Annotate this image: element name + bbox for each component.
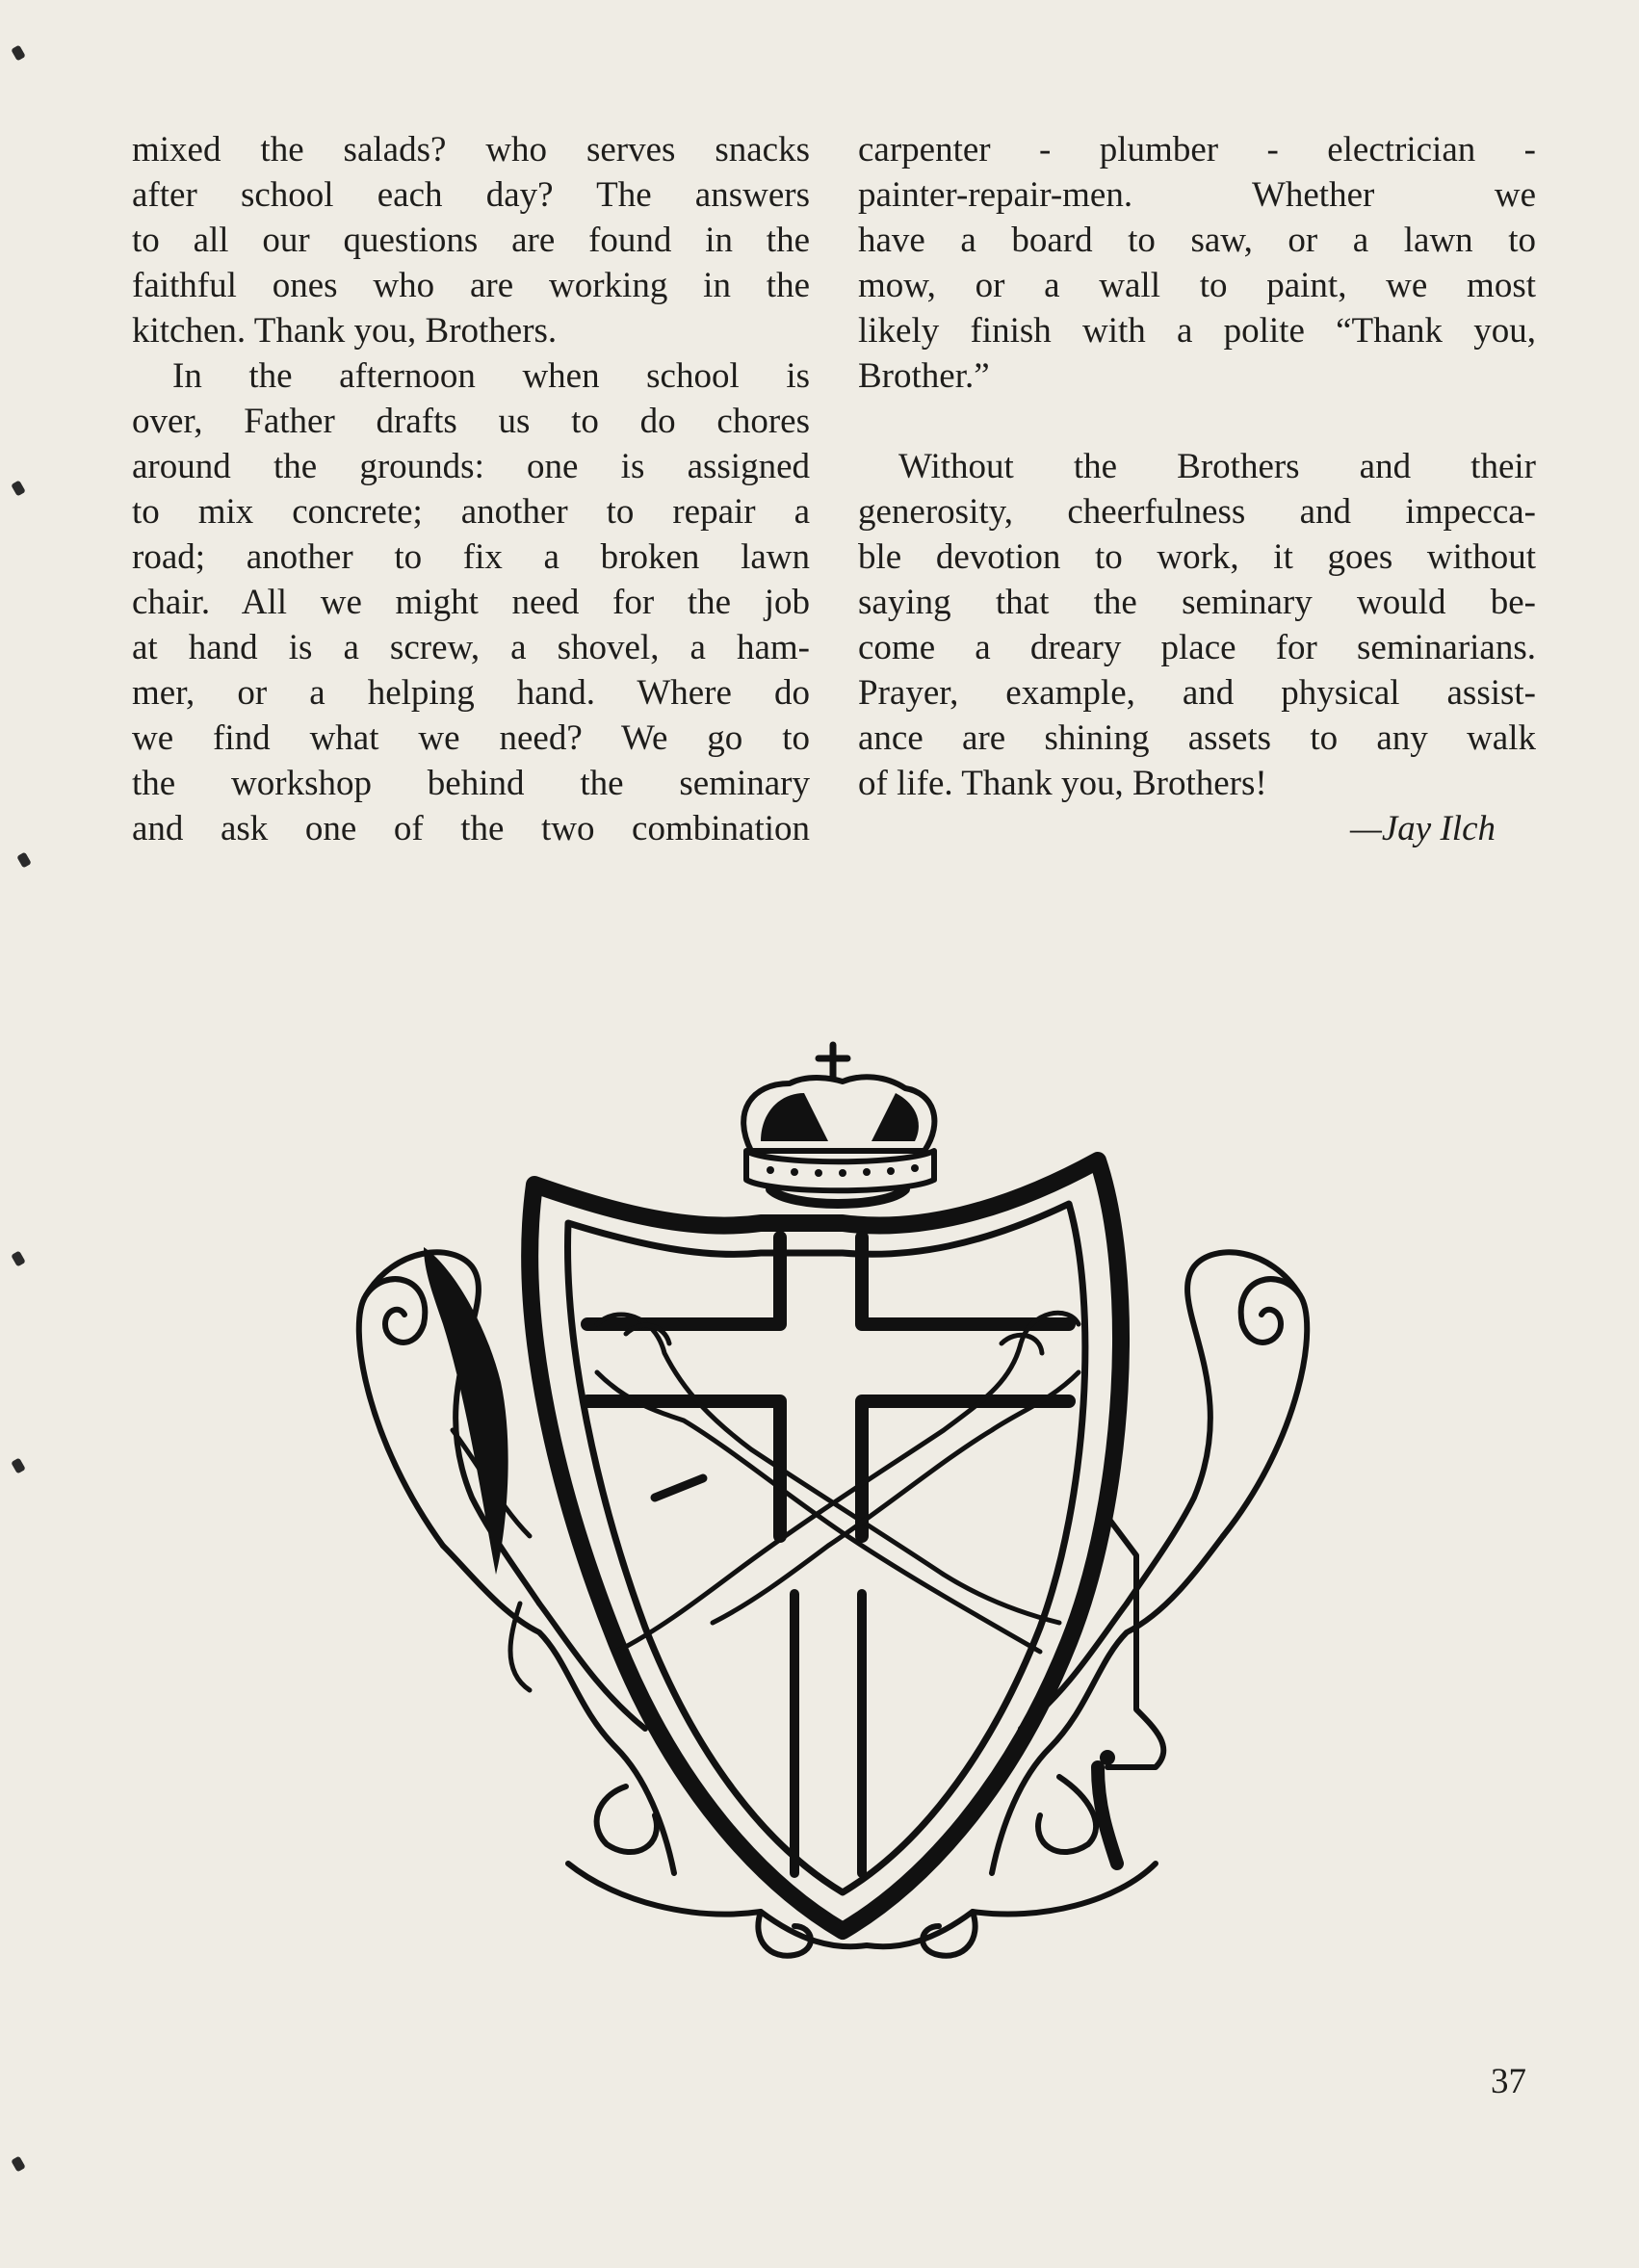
text-line: and ask one of the two combination xyxy=(132,809,810,848)
text-line: painter-repair-men. Whether we xyxy=(858,175,1536,215)
text-line: carpenter - plumber - electrician - xyxy=(858,130,1536,169)
text-line: come a dreary place for seminarians. xyxy=(858,628,1536,667)
author-signature: —Jay Ilch xyxy=(1349,809,1496,848)
text-line: road; another to fix a broken lawn xyxy=(132,537,810,577)
binder-hole xyxy=(11,480,26,496)
text-line: Prayer, example, and physical assist- xyxy=(858,673,1536,713)
text-line: likely finish with a polite “Thank you, xyxy=(858,311,1536,351)
page-number: 37 xyxy=(1491,2062,1526,2101)
text-line: mixed the salads? who serves snacks xyxy=(132,130,810,169)
text-line: to all our questions are found in the xyxy=(132,221,810,260)
text-line: around the grounds: one is assigned xyxy=(132,447,810,486)
binder-hole xyxy=(11,1457,26,1473)
text-line: after school each day? The answers xyxy=(132,175,810,215)
binder-hole xyxy=(16,851,32,868)
text-line: the workshop behind the seminary xyxy=(132,764,810,803)
text-line: ble devotion to work, it goes without xyxy=(858,537,1536,577)
binder-hole xyxy=(11,2155,26,2172)
text-line: kitchen. Thank you, Brothers. xyxy=(132,311,558,351)
text-line: mow, or a wall to paint, we most xyxy=(858,266,1536,305)
left-scroll xyxy=(359,1252,674,1873)
text-line: ance are shining assets to any walk xyxy=(858,718,1536,758)
text-line: Without the Brothers and their xyxy=(898,447,1536,486)
text-line: we find what we need? We go to xyxy=(132,718,810,758)
text-line: mer, or a helping hand. Where do xyxy=(132,673,810,713)
right-column xyxy=(858,127,1536,851)
text-line: Brother.” xyxy=(858,356,990,396)
text-line: over, Father drafts us to do chores xyxy=(132,402,810,441)
text-line: saying that the seminary would be- xyxy=(858,583,1536,622)
binder-hole xyxy=(11,1250,26,1266)
crossed-arms xyxy=(597,1313,1079,1652)
text-line: faithful ones who are working in the xyxy=(132,266,810,305)
paragraph-gap xyxy=(858,399,1536,444)
text-line: have a board to saw, or a lawn to xyxy=(858,221,1536,260)
crown-icon xyxy=(743,1045,934,1204)
text-line: In the afternoon when school is xyxy=(172,356,810,396)
text-line: to mix concrete; another to repair a xyxy=(132,492,810,532)
text-line: at hand is a screw, a shovel, a ham- xyxy=(132,628,810,667)
binder-hole xyxy=(11,44,26,61)
text-line: chair. All we might need for the job xyxy=(132,583,810,622)
left-column xyxy=(132,127,810,851)
crest-illustration xyxy=(308,1035,1358,1960)
feather-icon xyxy=(424,1247,508,1575)
text-line: of life. Thank you, Brothers! xyxy=(858,764,1267,803)
text-line: generosity, cheerfulness and impecca- xyxy=(858,492,1536,532)
